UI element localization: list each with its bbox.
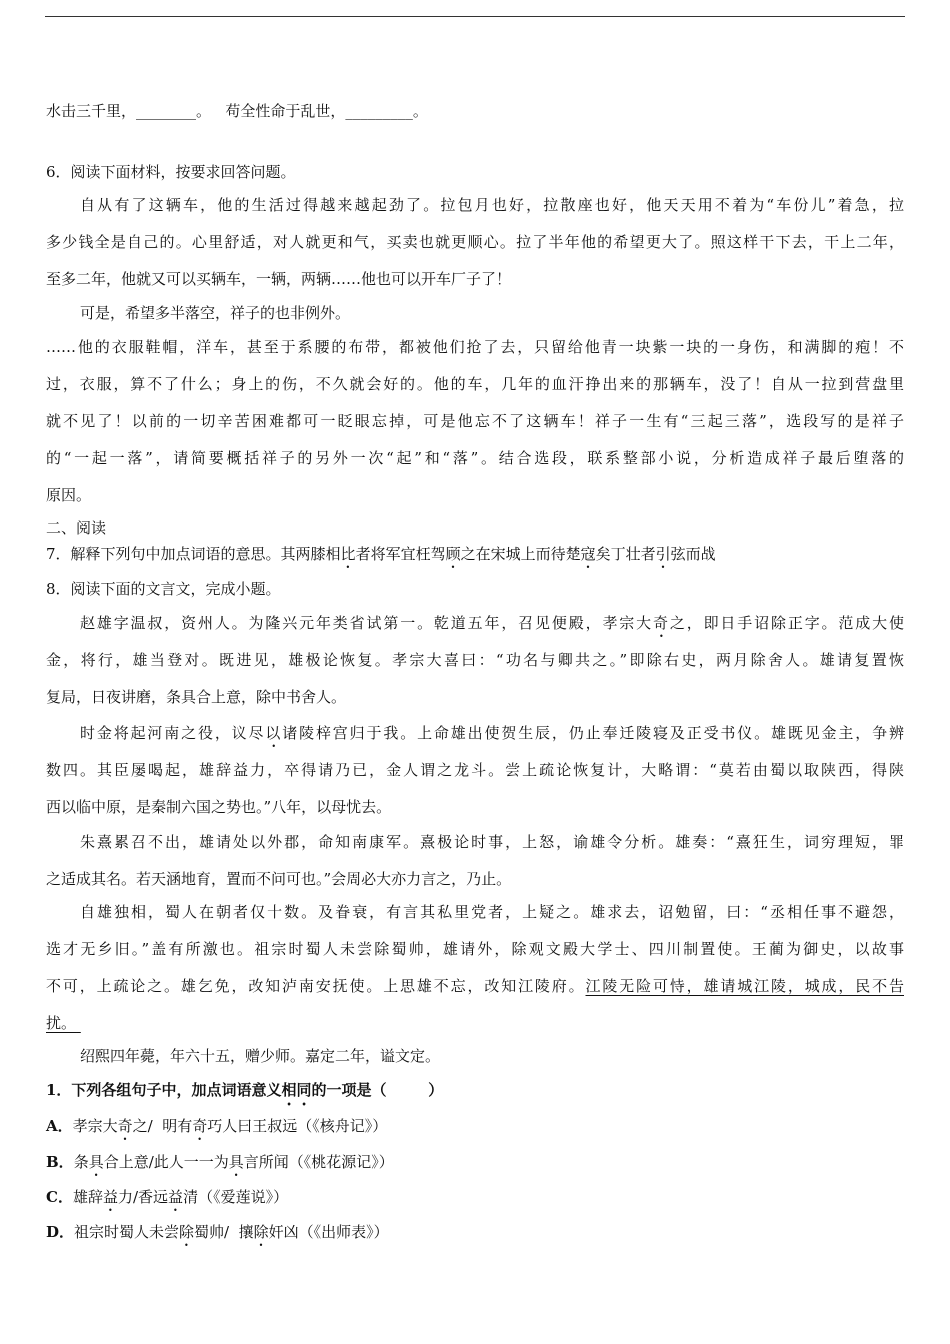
option-label: B． xyxy=(46,1153,74,1171)
q8-p4-line: 自雄独相，蜀人在朝者仅十数。及眷衰，有言其私里党者，上疑之。雄求去，诏勉留，曰：“丞相任事不避怨， xyxy=(80,903,904,921)
q6-p3-line: 的“一起一落”，请简要概括祥子的另外一次“起”和“落”。结合选段，联系整部小说，分析造成祥子最后堕落的 xyxy=(46,449,904,467)
q8-text: 诸陵梓宫归于我。上命雄出使贺生辰，仍止奉迁陵寝及正受书仪。雄既见金主，争辨 xyxy=(282,724,904,742)
dotted-word: 以 xyxy=(265,724,283,742)
option-text: 祖宗时蜀人未尝 xyxy=(74,1223,180,1241)
dotted-word: 益 xyxy=(168,1188,184,1206)
option-label: D． xyxy=(46,1223,75,1241)
option-text: 之/ 明有 xyxy=(132,1117,193,1135)
q8-p4-line xyxy=(46,1013,904,1033)
q7-text: 矣丁壮者 xyxy=(595,545,656,563)
option-c[interactable] xyxy=(46,1187,904,1215)
dotted-word: 具 xyxy=(88,1153,104,1171)
option-text: 雄辞 xyxy=(72,1188,103,1206)
dotted-word: 除 xyxy=(179,1223,195,1241)
dotted-word: 顾 xyxy=(445,545,461,563)
q8-p3-line: 朱熹累召不出，雄请处以外郡，命知南康军。熹极论时事，上怒，谕雄令分析。雄奏：“熹狂生，词穷理短，罪 xyxy=(80,833,904,851)
option-text: 蜀帅/ 攘 xyxy=(194,1223,254,1241)
q6-title: 6．阅读下面材料，按要求回答问题。 xyxy=(46,163,296,181)
stem-text: 的一项是（ ） xyxy=(311,1081,444,1099)
q6-p2: 可是，希望多半落空，祥子的也非例外。 xyxy=(80,304,351,322)
dotted-word: 引 xyxy=(655,545,671,563)
option-label: C． xyxy=(46,1188,73,1206)
q6-p1-line: 自从有了这辆车，他的生活过得越来越起劲了。拉包月也好，拉散座也好，他天天用不着为“车份儿”着急，拉 xyxy=(80,196,904,214)
q6-p3-line: 过，衣服，算不了什么；身上的伤，不久就会好的。他的车，几年的血汗挣出来的那辆车，没了！自从一拉到营盘里 xyxy=(46,375,904,393)
q8-p5: 绍熙四年薨，年六十五，赠少师。嘉定二年，谥文定。 xyxy=(80,1047,441,1065)
q8-p2-line: 数四。其臣屡喝起，雄辞益力，卒得请乃已，金人谓之龙斗。尝上疏论恢复计，大略谓：“莫若由蜀以取陕西，得陕 xyxy=(46,761,904,779)
q6-p1-line: 多少钱全是自己的。心里舒适，对人就更和气，买卖也就更顺心。拉了半年他的希望更大了。照这样干下去，干上二年， xyxy=(46,233,904,251)
option-text: 巧人曰王叔远（《核舟记》） xyxy=(207,1117,388,1135)
q8-p2-line: 西以临中原，是秦制六国之势也。”八年，以母忧去。 xyxy=(46,798,392,816)
q8-text: 之，即日手诏除正字。范成大使 xyxy=(669,614,904,632)
dotted-word: 奇 xyxy=(117,1117,133,1135)
q8-p4-line xyxy=(46,976,904,996)
q8-p3-line: 之适成其名。若天涵地育，置而不问可也。”会周必大亦力言之，乃止。 xyxy=(46,870,512,888)
option-text: 奸凶（《出师表》） xyxy=(268,1223,389,1241)
q6-p3-line: 原因。 xyxy=(46,486,92,504)
option-label: A． xyxy=(46,1117,73,1135)
q8-p1-line xyxy=(80,613,904,641)
q8-text: 不可，上疏论之。雄乞免，改知泸南安抚使。上思雄不忘，改知江陵府。 xyxy=(46,977,586,995)
sub1-stem xyxy=(46,1080,904,1109)
fill-blank-1: ________ xyxy=(136,102,197,120)
q7-text: 者将军宜枉驾 xyxy=(355,545,446,563)
header-rule xyxy=(45,16,905,17)
option-text: 条 xyxy=(73,1153,89,1171)
q8-p1-line: 复局，日夜讲磨，条具合上意，除中书舍人。 xyxy=(46,688,347,706)
section-heading: 二、阅读 xyxy=(46,519,107,537)
q6-p3-line: 就不见了！以前的一切辛苦困难都可一眨眼忘掉，可是他忘不了这辆车！祥子一生有“三起三落”，选段写的是祥子 xyxy=(46,412,904,430)
q8-p1-line: 金，将行，雄当登对。既进见，雄极论恢复。孝宗大喜曰：“功名与卿共之。”即除右史，两月除舍人。雄请复置恢 xyxy=(46,651,904,669)
option-d[interactable] xyxy=(46,1222,904,1250)
option-text: 合上意/此人一一为 xyxy=(103,1153,229,1171)
dotted-word: 奇 xyxy=(192,1117,208,1135)
underlined-sentence: 江陵无险可恃，雄请城江陵，城成，民不告 xyxy=(585,977,904,995)
dotted-word: 益 xyxy=(102,1188,118,1206)
q6-p1-line: 至多二年，他就又可以买辆车，一辆，两辆……他也可以开车厂子了！ xyxy=(46,270,512,288)
option-text: 清（《爱莲说》） xyxy=(183,1188,289,1206)
option-text: 孝宗大 xyxy=(72,1117,118,1135)
underlined-sentence: 扰。 xyxy=(46,1014,77,1032)
underline-tail xyxy=(76,1014,81,1032)
option-b[interactable] xyxy=(46,1152,904,1180)
q8-title: 8．阅读下面的文言文，完成小题。 xyxy=(46,580,281,598)
q7-line xyxy=(46,544,904,572)
q7-text: 弦而战 xyxy=(670,545,716,563)
dotted-word: 寇 xyxy=(580,545,596,563)
fill-text-1: 水击三千里， xyxy=(46,102,137,120)
dotted-word: 除 xyxy=(253,1223,269,1241)
q8-text: 时金将起河南之役，议尽 xyxy=(80,724,266,742)
option-a[interactable] xyxy=(46,1116,904,1144)
fill-text-2: 。 苟全性命于乱世， xyxy=(196,102,346,120)
fill-blank-2: _________ xyxy=(345,102,413,120)
q7-text: 7．解释下列句中加点词语的意思。其两膝相 xyxy=(46,545,341,563)
dotted-word: 奇 xyxy=(653,614,670,632)
option-text: 言所闻（《桃花源记》） xyxy=(243,1153,394,1171)
q7-text: 之在宋城上而待楚 xyxy=(460,545,581,563)
q8-text: 赵雄字温叔，资州人。为隆兴元年类省试第一。乾道五年，召见便殿，孝宗大 xyxy=(80,614,654,632)
option-text: 力/香远 xyxy=(117,1188,169,1206)
stem-text: 1．下列各组句子中，加点词语意义 xyxy=(46,1081,282,1099)
q8-p2-line xyxy=(80,723,904,751)
dotted-word: 具 xyxy=(228,1153,244,1171)
q6-p3-line: ……他的衣服鞋帽，洋车，甚至于系腰的布带，都被他们抢了去，只留给他青一块紫一块的一身伤，和满脚的疱！不 xyxy=(46,338,904,356)
fill-blank-line xyxy=(46,101,904,121)
dotted-word: 比 xyxy=(340,545,356,563)
dotted-word: 相 xyxy=(281,1081,297,1099)
fill-text-3: 。 xyxy=(412,102,428,120)
q8-p4-line: 选才无乡旧。”盖有所激也。祖宗时蜀人未尝除蜀帅，雄请外，除观文殿大学士、四川制置使。王蔺为御史，以故事 xyxy=(46,940,904,958)
dotted-word: 同 xyxy=(296,1081,312,1099)
